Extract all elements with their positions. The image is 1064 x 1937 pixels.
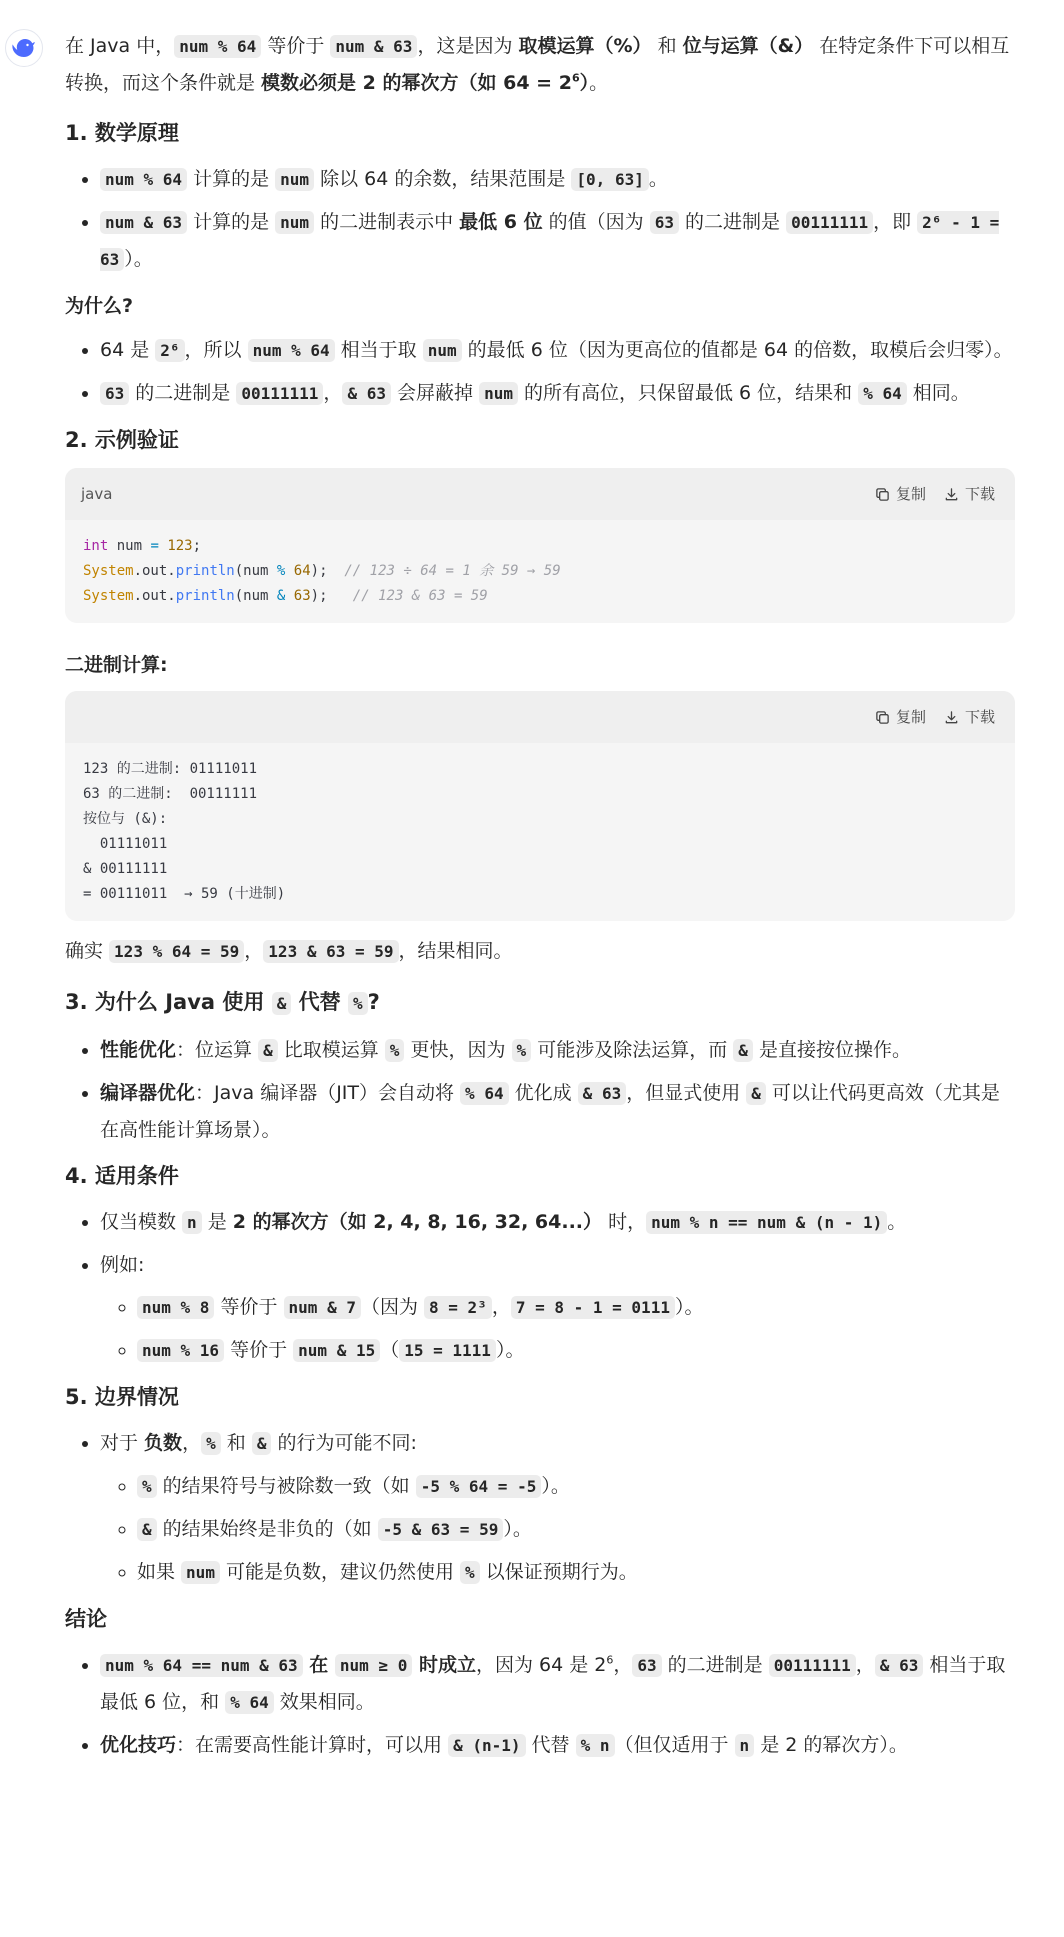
text: 效果相同。: [273, 1691, 375, 1713]
token: 64: [285, 563, 311, 579]
inline-code: &: [272, 992, 292, 1015]
list-item: [100, 1425, 1015, 1591]
list-item: [137, 1289, 1015, 1326]
inline-code: %: [137, 1475, 157, 1498]
inline-code: -5 & 63 = 59: [378, 1518, 504, 1541]
inline-code: num: [275, 211, 314, 234]
inline-code: num % 64: [248, 339, 335, 362]
list-item: [100, 1032, 1015, 1069]
intro-paragraph: [65, 28, 1015, 101]
text: 相同。: [906, 382, 970, 404]
list-item: [100, 332, 1015, 369]
text: ，这是因为: [417, 35, 519, 57]
token: int: [83, 538, 109, 554]
token: println: [175, 563, 235, 579]
text: ：Java 编译器（JIT）会自动将: [195, 1082, 461, 1104]
text: 对于: [100, 1432, 145, 1454]
text: 的最低 6 位（因为更高位的值都是 64 的倍数，取模后会归零）。: [461, 339, 1013, 361]
inline-code: % 64: [225, 1691, 274, 1714]
copy-button[interactable]: [875, 476, 926, 512]
inline-code: num & 63: [330, 35, 417, 58]
text: ，所以: [184, 339, 248, 361]
inline-code: num % 8: [137, 1296, 214, 1319]
bullet-list: [65, 332, 1015, 412]
text: 代替: [525, 1734, 576, 1756]
text: 计算的是: [187, 211, 276, 233]
list-item: [137, 1554, 1015, 1591]
text: 代替: [291, 990, 348, 1014]
inline-code: num ≥ 0: [335, 1654, 412, 1677]
text: （因为: [360, 1296, 425, 1318]
inline-code: &: [252, 1432, 272, 1455]
list-item: [100, 1727, 1015, 1764]
code-line: & 00111111: [83, 861, 168, 877]
code-comment: // 123 & 63 = 59: [352, 588, 488, 604]
inline-code: &: [258, 1039, 278, 1062]
text: 比取模运算: [277, 1039, 385, 1061]
inline-code: 00111111: [236, 382, 323, 405]
text: 是 2 的幂次方）。: [754, 1734, 908, 1756]
text: 。: [887, 1211, 907, 1233]
text: 相当于取: [334, 339, 423, 361]
text: 可能涉及除法运算，而: [531, 1039, 734, 1061]
text: 除以 64 的余数，结果范围是: [314, 168, 572, 190]
inline-code: %: [348, 992, 368, 1015]
text: 的二进制表示中: [314, 211, 460, 233]
token: 63: [285, 588, 311, 604]
text: ?: [367, 990, 380, 1014]
code-comment: // 123 ÷ 64 = 1 余 59 → 59: [344, 563, 561, 579]
text: ：位运算: [176, 1039, 259, 1061]
inline-code: %: [460, 1561, 480, 1584]
section-heading: 1. 数学原理: [65, 121, 179, 145]
inline-code: & 63: [342, 382, 391, 405]
inline-code: num: [275, 168, 314, 191]
text: 在 Java 中，: [65, 35, 175, 57]
bold-text: 2 的幂次方（如 2, 4, 8, 16, 32, 64...）: [232, 1211, 603, 1233]
inline-code: %: [512, 1039, 532, 1062]
inline-code: 123 % 64 = 59: [109, 940, 244, 963]
text: 和: [651, 35, 683, 57]
bold-text: 取模运算（%）: [518, 35, 652, 57]
bold-text: 性能优化: [100, 1039, 177, 1061]
text: 的结果始终是非负的（如: [156, 1518, 378, 1540]
sub-list: [100, 1289, 1015, 1369]
message-content: [65, 28, 1015, 1774]
inline-code: num % 64 == num & 63: [100, 1654, 303, 1677]
list-item: [137, 1332, 1015, 1369]
inline-code: 8 = 2³: [424, 1296, 492, 1319]
text: 等价于: [214, 1296, 284, 1318]
inline-code: % 64: [460, 1082, 509, 1105]
section-heading: [65, 984, 1015, 1022]
token: );: [310, 588, 353, 604]
download-label: 下载: [964, 708, 995, 726]
inline-code: %: [385, 1039, 405, 1062]
text: ，因为 64 是 2: [475, 1654, 607, 1676]
text: 。: [589, 72, 609, 94]
bold-text: 编译器优化: [100, 1082, 196, 1104]
inline-code: % 64: [858, 382, 907, 405]
code-block-binary: [65, 691, 1015, 921]
copy-label: 复制: [895, 708, 926, 726]
text: 。: [648, 168, 668, 190]
code-line: = 00111011 → 59 (十进制): [83, 886, 286, 902]
code-line: [83, 534, 997, 559]
inline-code: &: [746, 1082, 766, 1105]
inline-code: num: [181, 1561, 220, 1584]
inline-code: num: [423, 339, 462, 362]
inline-code: num % 64: [100, 168, 187, 191]
assistant-avatar: [5, 29, 43, 67]
text: 可以让代码更高效（尤其是在高性能计算场景）。: [100, 1082, 1000, 1141]
code-line: 01111011: [83, 836, 168, 852]
bullet-list: [65, 161, 1015, 278]
text: ，: [182, 1432, 202, 1454]
inline-code: num & 7: [284, 1296, 361, 1319]
text: 例如:: [100, 1254, 145, 1276]
inline-code: 15 = 1111: [399, 1339, 496, 1362]
text: 在: [302, 1654, 335, 1676]
text: 仅当模数: [100, 1211, 183, 1233]
text: ）。: [495, 1339, 525, 1361]
text: 优化成: [508, 1082, 578, 1104]
text: ，: [613, 1654, 633, 1676]
download-icon: [944, 710, 959, 725]
inline-code: num: [479, 382, 518, 405]
download-button[interactable]: [944, 476, 995, 512]
text: 更快，因为: [404, 1039, 512, 1061]
code-block-java: [65, 468, 1015, 623]
inline-code: 2⁶: [155, 339, 184, 362]
inline-code: % n: [576, 1734, 615, 1757]
token: 123: [158, 538, 193, 554]
sub-heading: 二进制计算:: [65, 654, 168, 676]
code-block-tools: [875, 476, 995, 512]
text: ，结果相同。: [398, 940, 513, 962]
code-block-tools: [875, 699, 995, 735]
text: 的行为可能不同:: [271, 1432, 417, 1454]
code-block-header: [65, 691, 1015, 743]
inline-code: num & 63: [100, 211, 187, 234]
code-content: [65, 743, 1015, 921]
inline-code: 2⁶ - 1 = 63: [100, 213, 1000, 269]
text: 相当于取最低 6 位，和: [100, 1654, 1006, 1713]
token: (num: [234, 563, 277, 579]
text: 时成立: [412, 1654, 476, 1676]
token: ;: [192, 538, 202, 554]
code-line: [83, 584, 997, 609]
token: =: [150, 538, 159, 554]
inline-code: & 63: [578, 1082, 627, 1105]
inline-code: &: [137, 1518, 157, 1541]
token: System: [83, 588, 134, 604]
code-line: 123 的二进制: 01111011: [83, 761, 258, 777]
inline-code: 63: [100, 382, 129, 405]
list-item: [100, 1247, 1015, 1369]
bold-text: 负数: [144, 1432, 183, 1454]
copy-icon: [875, 487, 890, 502]
section-heading: 结论: [65, 1607, 107, 1631]
list-item: [100, 375, 1015, 412]
text: 如果: [137, 1561, 182, 1583]
download-icon: [944, 487, 959, 502]
bullet-list: [65, 1647, 1015, 1764]
bold-text: [100, 1654, 476, 1676]
download-button[interactable]: [944, 699, 995, 735]
bold-text: 位与运算（&）: [682, 35, 814, 57]
token: System: [83, 563, 134, 579]
text: 等价于: [224, 1339, 294, 1361]
text: 确实: [65, 940, 110, 962]
token: );: [310, 563, 345, 579]
inline-code: num % 16: [137, 1339, 224, 1362]
text: 计算的是: [187, 168, 276, 190]
list-item: [100, 204, 1015, 278]
inline-code: %: [201, 1432, 221, 1455]
text: ）。: [541, 1475, 570, 1497]
text: 等价于: [261, 35, 331, 57]
inline-code: n: [735, 1734, 755, 1757]
inline-code: 00111111: [786, 211, 873, 234]
code-language-label: java: [81, 485, 113, 503]
text: ，: [244, 940, 264, 962]
text: ）。: [503, 1518, 532, 1540]
superscript: 6: [571, 71, 580, 85]
text: ：在需要高性能计算时，可以用: [176, 1734, 449, 1756]
text: 会屏蔽掉: [390, 382, 480, 404]
text: 模数必须是 2 的幂次方（如 64 = 2: [261, 72, 572, 94]
token: %: [276, 563, 286, 579]
list-item: [100, 1075, 1015, 1148]
inline-code: -5 % 64 = -5: [416, 1475, 542, 1498]
text: 的二进制是: [129, 382, 237, 404]
list-item: [137, 1468, 1015, 1505]
bullet-list: [65, 1204, 1015, 1369]
text: ，: [323, 382, 343, 404]
superscript: 6: [606, 1653, 614, 1667]
whale-logo-icon: [11, 38, 37, 58]
bold-text: 优化技巧: [100, 1734, 177, 1756]
text: 的二进制是: [678, 211, 787, 233]
inline-code: 123 & 63 = 59: [263, 940, 398, 963]
inline-code: [0, 63]: [571, 168, 648, 191]
code-content: [65, 520, 1015, 623]
bullet-list: [65, 1032, 1015, 1148]
text: （: [380, 1339, 400, 1361]
token: num: [108, 538, 151, 554]
inline-code: & (n-1): [448, 1734, 525, 1757]
inline-code: num & 15: [293, 1339, 380, 1362]
text: ，即: [873, 211, 918, 233]
text: 是直接按位操作。: [752, 1039, 911, 1061]
inline-code: num % n == num & (n - 1): [646, 1211, 887, 1234]
copy-icon: [875, 710, 890, 725]
inline-code: &: [733, 1039, 753, 1062]
text: 是: [201, 1211, 233, 1233]
section-heading: 2. 示例验证: [65, 428, 179, 452]
text: 以保证预期行为。: [479, 1561, 638, 1583]
text: ）。: [124, 248, 153, 270]
text: 的所有高位，只保留最低 6 位，结果和: [517, 382, 859, 404]
token: .out.: [133, 563, 176, 579]
list-item: [100, 1647, 1015, 1721]
list-item: [100, 1204, 1015, 1241]
text: ）。: [674, 1296, 704, 1318]
sub-list: [100, 1468, 1015, 1591]
inline-code: 00111111: [769, 1654, 856, 1677]
copy-label: 复制: [895, 485, 926, 503]
bold-text: [261, 72, 589, 94]
copy-button[interactable]: [875, 699, 926, 735]
inline-code: 7 = 8 - 1 = 0111: [511, 1296, 675, 1319]
list-item: [100, 161, 1015, 198]
code-line: 63 的二进制: 00111111: [83, 786, 258, 802]
section-heading: 5. 边界情况: [65, 1385, 179, 1409]
text: ，: [491, 1296, 511, 1318]
code-line: 按位与 (&):: [83, 811, 168, 827]
text: 的结果符号与被除数一致（如: [156, 1475, 416, 1497]
inline-code: num % 64: [174, 35, 261, 58]
token: (num: [234, 588, 277, 604]
text: 3. 为什么 Java 使用: [65, 990, 272, 1014]
text: 时，: [602, 1211, 647, 1233]
confirm-paragraph: [65, 933, 1015, 970]
text: （但仅适用于: [614, 1734, 735, 1756]
bullet-list: [65, 1425, 1015, 1591]
text: 的二进制是: [661, 1654, 769, 1676]
bold-text: 最低 6 位: [459, 211, 543, 233]
code-block-header: [65, 468, 1015, 520]
text: 在特定条件下可以相互转换，而这个条件就是: [65, 35, 1010, 94]
list-item: [137, 1511, 1015, 1548]
code-line: [83, 559, 997, 584]
inline-code: 63: [650, 211, 679, 234]
section-heading: 4. 适用条件: [65, 1164, 179, 1188]
token: .out.: [133, 588, 176, 604]
download-label: 下载: [964, 485, 995, 503]
text: ）: [579, 72, 590, 94]
text: 和: [220, 1432, 252, 1454]
token: &: [276, 588, 286, 604]
sub-heading: 为什么?: [65, 295, 134, 317]
inline-code: 63: [632, 1654, 661, 1677]
text: 64 是: [100, 339, 156, 361]
inline-code: n: [182, 1211, 202, 1234]
text: 的值（因为: [542, 211, 650, 233]
token: println: [175, 588, 235, 604]
inline-code: & 63: [875, 1654, 924, 1677]
text: ，但显式使用: [626, 1082, 747, 1104]
text: 可能是负数，建议仍然使用: [219, 1561, 461, 1583]
text: ，: [855, 1654, 875, 1676]
